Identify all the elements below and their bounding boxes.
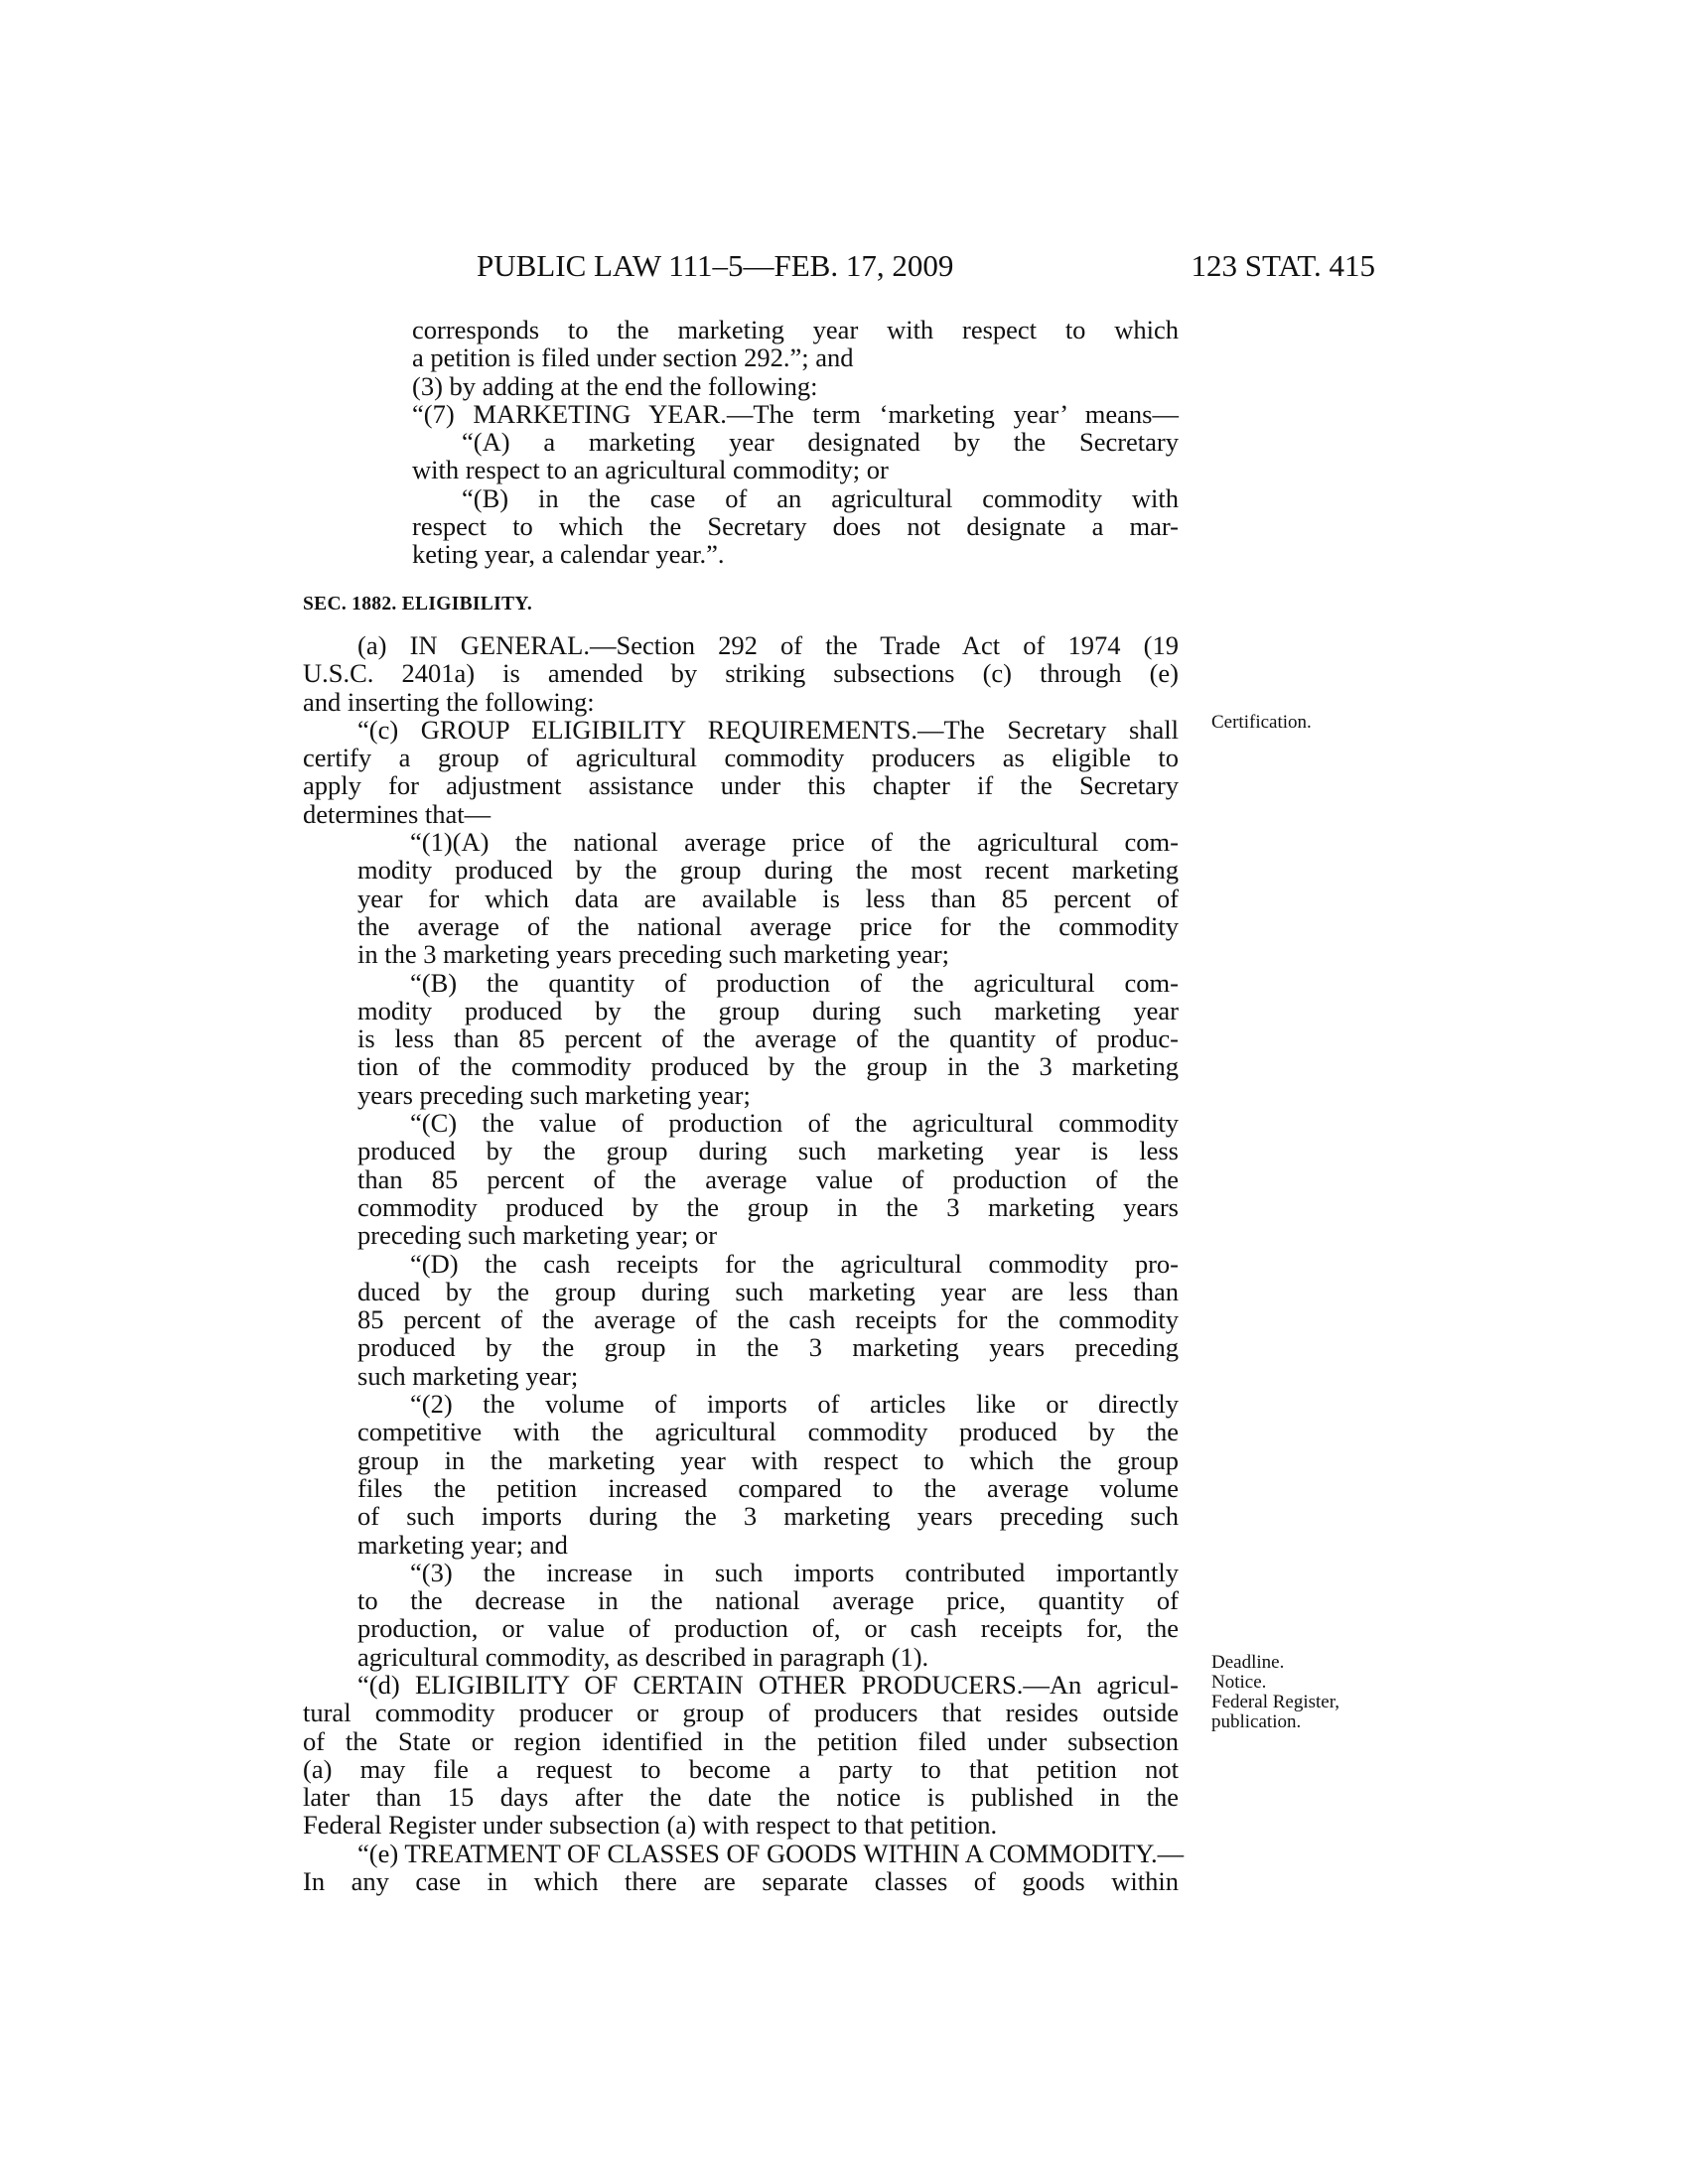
text-line: (3) by adding at the end the following: (412, 370, 818, 401)
text-line: “(c) GROUP ELIGIBILITY REQUIREMENTS.—The Secretary shall (357, 714, 1179, 745)
text-line: determines that— (303, 798, 492, 829)
text-line: preceding such marketing year; or (357, 1220, 718, 1251)
text-line: (a) may file a request to become a party to that petition not (303, 1753, 1179, 1784)
text-line: a petition is filed under section 292.”; and (412, 342, 854, 373)
text-line: the average of the national average price for the commodity (357, 910, 1179, 941)
text-line: certify a group of agricultural commodity producers as eligible to (303, 743, 1179, 773)
text-line: with respect to an agricultural commodity; or (412, 455, 889, 485)
text-line: tion of the commodity produced by the group in the 3 marketing (357, 1051, 1179, 1082)
text-line: 85 percent of the average of the cash receipts for the commodity (357, 1304, 1179, 1335)
text-line: keting year, a calendar year.”. (412, 539, 725, 570)
text-line: “(1)(A) the national average price of the agricultural com- (410, 827, 1179, 858)
text-line: “(2) the volume of imports of articles like or directly (410, 1389, 1179, 1420)
text-line: agricultural commodity, as described in paragraph (1). (357, 1641, 929, 1672)
text-line: “(D) the cash receipts for the agricultural commodity pro- (410, 1248, 1179, 1279)
text-line: respect to which the Secretary does not designate a mar- (412, 511, 1179, 542)
text-line: commodity produced by the group in the 3 marketing years (357, 1191, 1179, 1222)
text-line: and inserting the following: (303, 686, 595, 717)
text-line: “(d) ELIGIBILITY OF CERTAIN OTHER PRODUCERS.—An agricul- (357, 1669, 1179, 1700)
text-line: production, or value of production of, or cash receipts for, the (357, 1613, 1179, 1644)
text-line: is less than 85 percent of the average of the quantity of produc- (357, 1024, 1179, 1054)
text-line: than 85 percent of the average value of production of the (357, 1163, 1179, 1194)
text-line: (a) IN GENERAL.—Section 292 of the Trade Act of 1974 (19 (357, 630, 1179, 660)
page-number: 123 STAT. 415 (1191, 248, 1375, 283)
text-line: competitive with the agricultural commodity produced by the (357, 1417, 1179, 1447)
text-line: “(B) in the case of an agricultural commodity with (462, 482, 1179, 513)
text-line: produced by the group during such marketing year is less (357, 1136, 1179, 1166)
text-line: such marketing year; (357, 1360, 579, 1391)
text-line: marketing year; and (357, 1529, 568, 1560)
text-line: year for which data are available is less than 85 percent of (357, 883, 1179, 913)
text-line: to the decrease in the national average price, quantity of (357, 1585, 1179, 1616)
text-line: later than 15 days after the date the notice is published in the (303, 1782, 1179, 1813)
text-line: “(C) the value of production of the agricultural commodity (410, 1108, 1179, 1139)
text-line: in the 3 marketing years preceding such marketing year; (357, 939, 950, 970)
text-line: “(3) the increase in such imports contributed importantly (410, 1557, 1179, 1587)
margin-note-certification: Certification. (1211, 712, 1312, 733)
text-line: “(7) MARKETING YEAR.—The term ‘marketing year’ means— (412, 398, 1179, 429)
text-line: group in the marketing year with respect to which the group (357, 1444, 1179, 1475)
text-line: files the petition increased compared to the average volume (357, 1472, 1179, 1503)
text-line: duced by the group during such marketing year are less than (357, 1276, 1179, 1306)
section-heading: SEC. 1882. ELIGIBILITY. (303, 594, 533, 614)
text-line: tural commodity producer or group of producers that resides outside (303, 1698, 1179, 1728)
text-line: of the State or region identified in the petition filed under subsection (303, 1725, 1179, 1756)
running-head-title: PUBLIC LAW 111–5—FEB. 17, 2009 (477, 248, 954, 283)
text-line: produced by the group in the 3 marketing years preceding (357, 1332, 1179, 1363)
section-body (303, 630, 1185, 1897)
page-header (298, 248, 1375, 288)
text-line: modity produced by the group during such marketing year (357, 995, 1179, 1025)
text-line: modity produced by the group during the most recent marketing (357, 855, 1179, 886)
text-line: U.S.C. 2401a) is amended by striking subsections (c) through (e) (303, 658, 1179, 689)
text-line: “(B) the quantity of production of the agricultural com- (410, 967, 1179, 998)
continuation-text (412, 316, 1179, 569)
text-line: In any case in which there are separate classes of goods within (303, 1866, 1179, 1897)
text-line: “(A) a marketing year designated by the Secretary (462, 427, 1179, 458)
text-line: apply for adjustment assistance under this chapter if the Secretary (303, 770, 1179, 801)
text-line: of such imports during the 3 marketing years preceding such (357, 1501, 1179, 1532)
text-line: Federal Register under subsection (a) with respect to that petition. (303, 1810, 998, 1841)
text-line: corresponds to the marketing year with respect to which (412, 315, 1179, 344)
text-line: years preceding such marketing year; (357, 1079, 751, 1110)
margin-note-deadline: Deadline. Notice. Federal Register, publication. (1211, 1652, 1340, 1732)
text-line: “(e) TREATMENT OF CLASSES OF GOODS WITHIN A COMMODITY.— (357, 1838, 1185, 1868)
